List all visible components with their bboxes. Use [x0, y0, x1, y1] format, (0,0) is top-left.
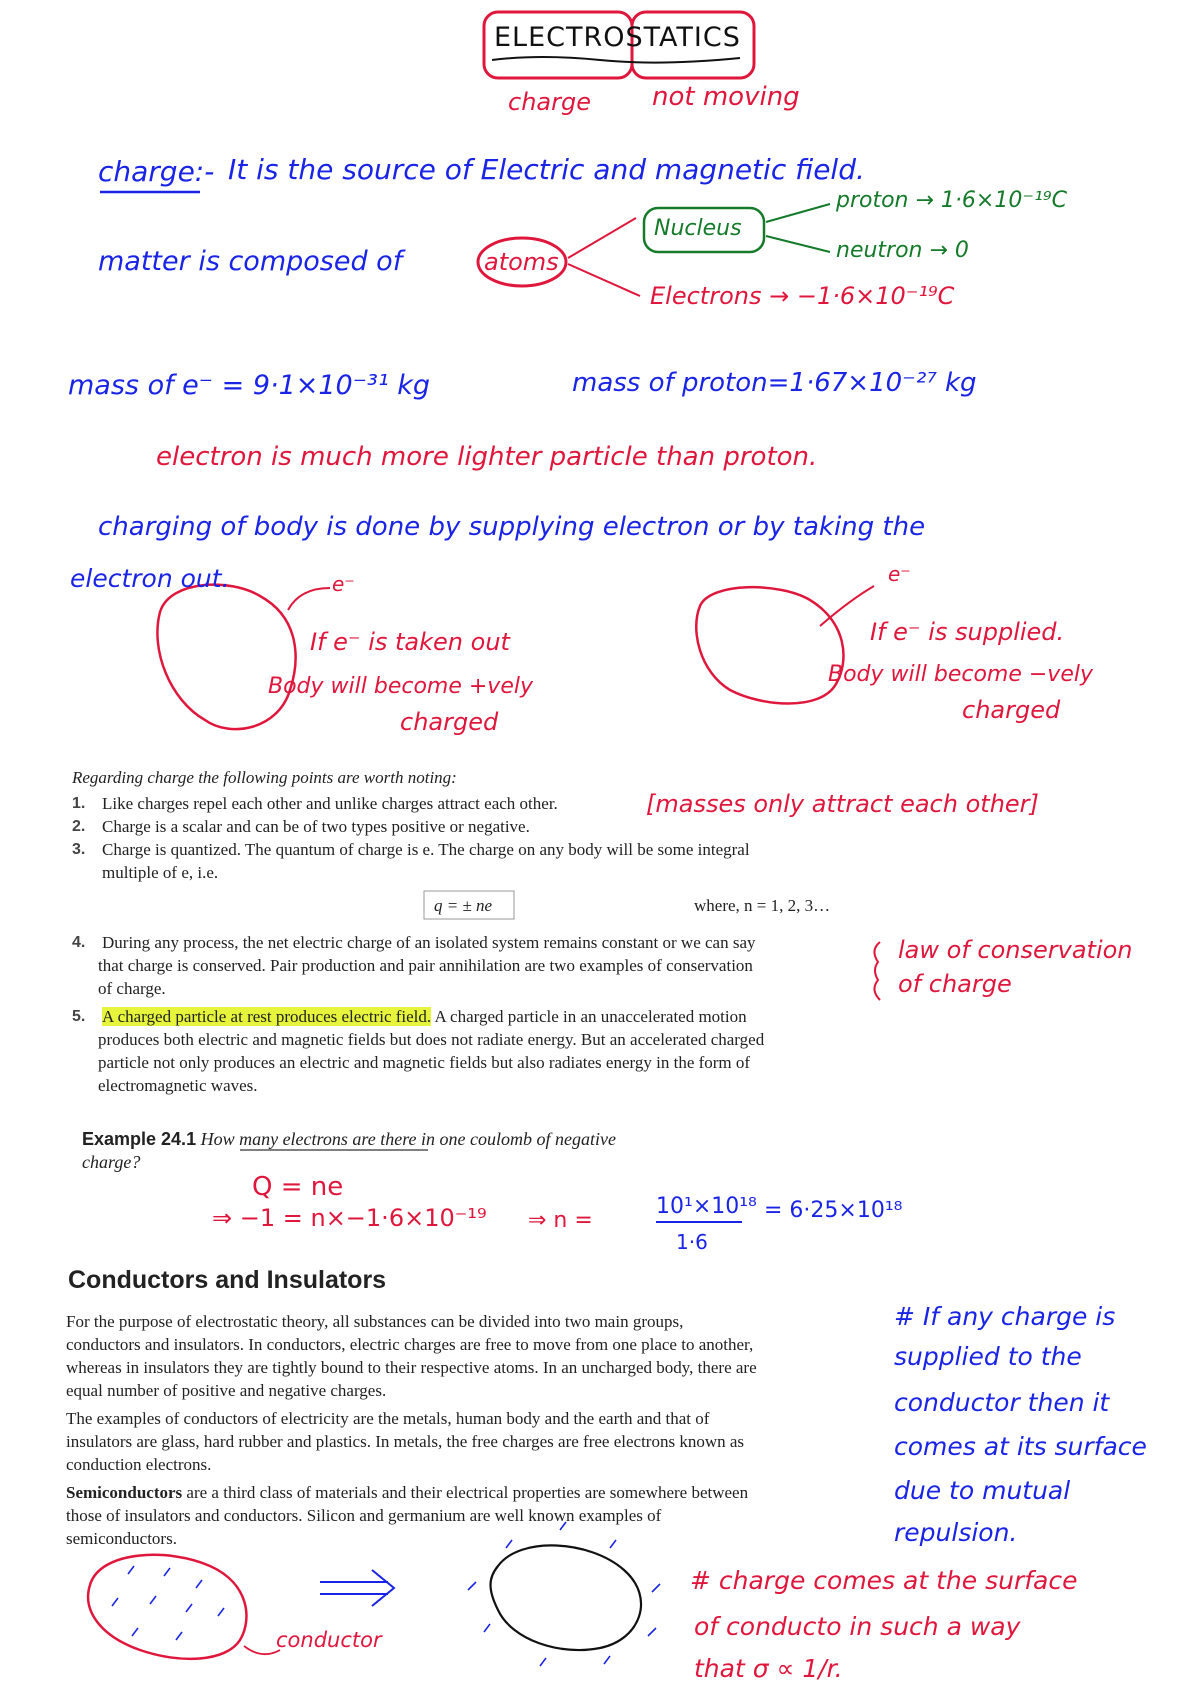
point-4-cont-2: of charge. — [98, 979, 166, 998]
title-note-not-moving: not moving — [652, 82, 800, 112]
bottom-note-3: that σ ∝ 1/r. — [694, 1654, 843, 1683]
left-blob-arrow — [288, 588, 330, 610]
solution-line-2: ⇒ −1 = n×−1·6×10⁻¹⁹ — [212, 1204, 487, 1232]
proton-mass: mass of proton=1·67×10⁻²⁷ kg — [572, 368, 977, 398]
page-title: ELECTROSTATICS — [494, 22, 741, 53]
conductors-p1-3: whereas in insulators they are tightly bound to their respective atoms. In an uncharged body, there are — [66, 1358, 757, 1377]
example-question-1: How many electrons are there in one coulomb of negative — [200, 1129, 616, 1149]
left-label-3: charged — [400, 708, 499, 736]
point-5-cont-3: electromagnetic waves. — [98, 1076, 258, 1095]
left-label-2: Body will become +vely — [268, 674, 533, 699]
charge-def-text: It is the source of Electric and magnetic field. — [228, 153, 865, 186]
conductor-label-pointer — [244, 1646, 280, 1654]
charge-formula: q = ± ne — [434, 896, 493, 915]
right-label-2: Body will become −vely — [828, 662, 1093, 687]
atoms-to-electrons-arrow — [568, 264, 640, 296]
title-note-charge: charge — [508, 88, 591, 116]
atoms-to-nucleus-arrow — [568, 218, 636, 258]
example-question-2: charge? — [82, 1152, 141, 1172]
conductors-p3-rest: are a third class of materials and their electrical properties are somewhere between — [182, 1483, 749, 1502]
conductors-p1-2: conductors and insulators. In conductors, electric charges are free to move from one place to another, — [66, 1335, 754, 1354]
point-2-text: Charge is a scalar and can be of two types positive or negative. — [102, 817, 530, 836]
point-1-text: Like charges repel each other and unlike charges attract each other. — [102, 794, 558, 813]
right-note-1: # If any charge is — [894, 1302, 1116, 1331]
conservation-note-2: of charge — [898, 970, 1012, 998]
bottom-note-1: # charge comes at the surface — [690, 1566, 1078, 1595]
conductors-p3-3: semiconductors. — [66, 1529, 177, 1548]
mass-note: electron is much more lighter particle than proton. — [156, 442, 818, 472]
bottom-note-2: of conducto in such a way — [694, 1612, 1021, 1641]
example-label: Example 24.1 — [82, 1129, 197, 1149]
point-5-rest: A charged particle in an unaccelerated motion — [431, 1007, 747, 1026]
right-body-blob — [696, 587, 843, 703]
section-heading: Conductors and Insulators — [68, 1266, 387, 1294]
point-3-text: Charge is quantized. The quantum of charge is e. The charge on any body will be some integral — [102, 840, 750, 859]
right-blob-arrow — [820, 586, 874, 626]
point-4-number: 4. — [72, 934, 86, 951]
point-4-text: During any process, the net electric charge of an isolated system remains constant or we can say — [102, 933, 756, 952]
solution-result: = 6·25×10¹⁸ — [764, 1198, 903, 1223]
point-5-text — [102, 1005, 747, 1028]
point-5-cont-2: particle not only produces an electric and magnetic fields but also radiates energy in the form of — [98, 1053, 751, 1072]
conductors-p2-3: conduction electrons. — [66, 1455, 212, 1474]
charging-line1: charging of body is done by supplying electron or by taking the — [98, 512, 926, 542]
point-5-cont-1: produces both electric and magnetic fields but does not radiate energy. But an accelerated charged — [98, 1030, 765, 1049]
proton-charge: proton → 1·6×10⁻¹⁹C — [836, 188, 1067, 213]
conductors-p1-4: equal number of positive and negative charges. — [66, 1381, 387, 1400]
point-2-number: 2. — [72, 818, 86, 835]
conductors-p2-1: The examples of conductors of electricity are the metals, human body and the earth and that of — [66, 1409, 710, 1428]
nucleus-label: Nucleus — [654, 216, 742, 241]
point-5-number: 5. — [72, 1008, 86, 1025]
semiconductors-term: Semiconductors — [66, 1483, 183, 1502]
right-label-1: If e⁻ is supplied. — [870, 618, 1065, 646]
point-3-cont: multiple of e, i.e. — [102, 863, 219, 882]
conductors-p2-2: insulators are glass, hard rubber and plastics. In metals, the free charges are free electrons known as — [66, 1432, 745, 1451]
right-electron: e⁻ — [888, 562, 911, 586]
conservation-note-1: law of conservation — [898, 936, 1133, 964]
title-underline — [492, 57, 740, 63]
conductors-p3-2: those of insulators and conductors. Silicon and germanium are well known examples of — [66, 1506, 662, 1525]
example-block — [82, 1128, 616, 1151]
charging-line2: electron out. — [70, 564, 230, 593]
conductors-p1-1: For the purpose of electrostatic theory, all substances can be divided into two main groups, — [66, 1312, 684, 1331]
bottom-right-body-blob — [491, 1545, 642, 1650]
right-note-4: comes at its surface — [894, 1432, 1147, 1461]
right-note-2: supplied to the — [894, 1342, 1082, 1371]
right-note-3: conductor then it — [894, 1388, 1110, 1417]
left-electron: e⁻ — [332, 572, 355, 596]
right-label-3: charged — [962, 696, 1061, 724]
solution-line-1: Q = ne — [252, 1172, 344, 1202]
bottom-left-charges — [112, 1566, 224, 1640]
formula-where: where, n = 1, 2, 3… — [694, 896, 831, 915]
transform-double-arrow — [320, 1570, 394, 1606]
left-label-1: If e⁻ is taken out — [310, 628, 510, 656]
solution-numerator: 10¹×10¹⁸ — [656, 1194, 757, 1219]
electron-mass: mass of e⁻ = 9·1×10⁻³¹ kg — [68, 370, 430, 401]
nucleus-to-proton-arrow — [766, 204, 830, 222]
points-intro: Regarding charge the following points are worth noting: — [72, 768, 457, 787]
right-note-5: due to mutual — [894, 1476, 1071, 1505]
conservation-brace — [874, 942, 880, 1000]
solution-denominator: 1·6 — [676, 1230, 708, 1254]
solution-line-3: ⇒ n = — [528, 1208, 593, 1233]
neutron-charge: neutron → 0 — [836, 238, 969, 263]
left-body-blob — [157, 585, 295, 729]
point-1-number: 1. — [72, 795, 86, 812]
matter-text: matter is composed of — [98, 246, 403, 277]
charge-def-label: charge:- — [98, 155, 215, 188]
point-3-number: 3. — [72, 841, 86, 858]
nucleus-to-neutron-arrow — [766, 236, 830, 252]
atoms-label: atoms — [484, 248, 559, 276]
surface-charges — [468, 1522, 660, 1666]
conductor-label: conductor — [276, 1628, 382, 1652]
highlighted-text: A charged particle at rest produces electric field. — [102, 1007, 432, 1026]
point-4-cont-1: that charge is conserved. Pair production and pair annihilation are two examples of conservation — [98, 956, 753, 975]
masses-note: [masses only attract each other] — [646, 790, 1039, 818]
conductors-p3-1 — [66, 1481, 748, 1504]
right-note-6: repulsion. — [894, 1518, 1018, 1547]
electrons-charge: Electrons → −1·6×10⁻¹⁹C — [650, 282, 955, 310]
